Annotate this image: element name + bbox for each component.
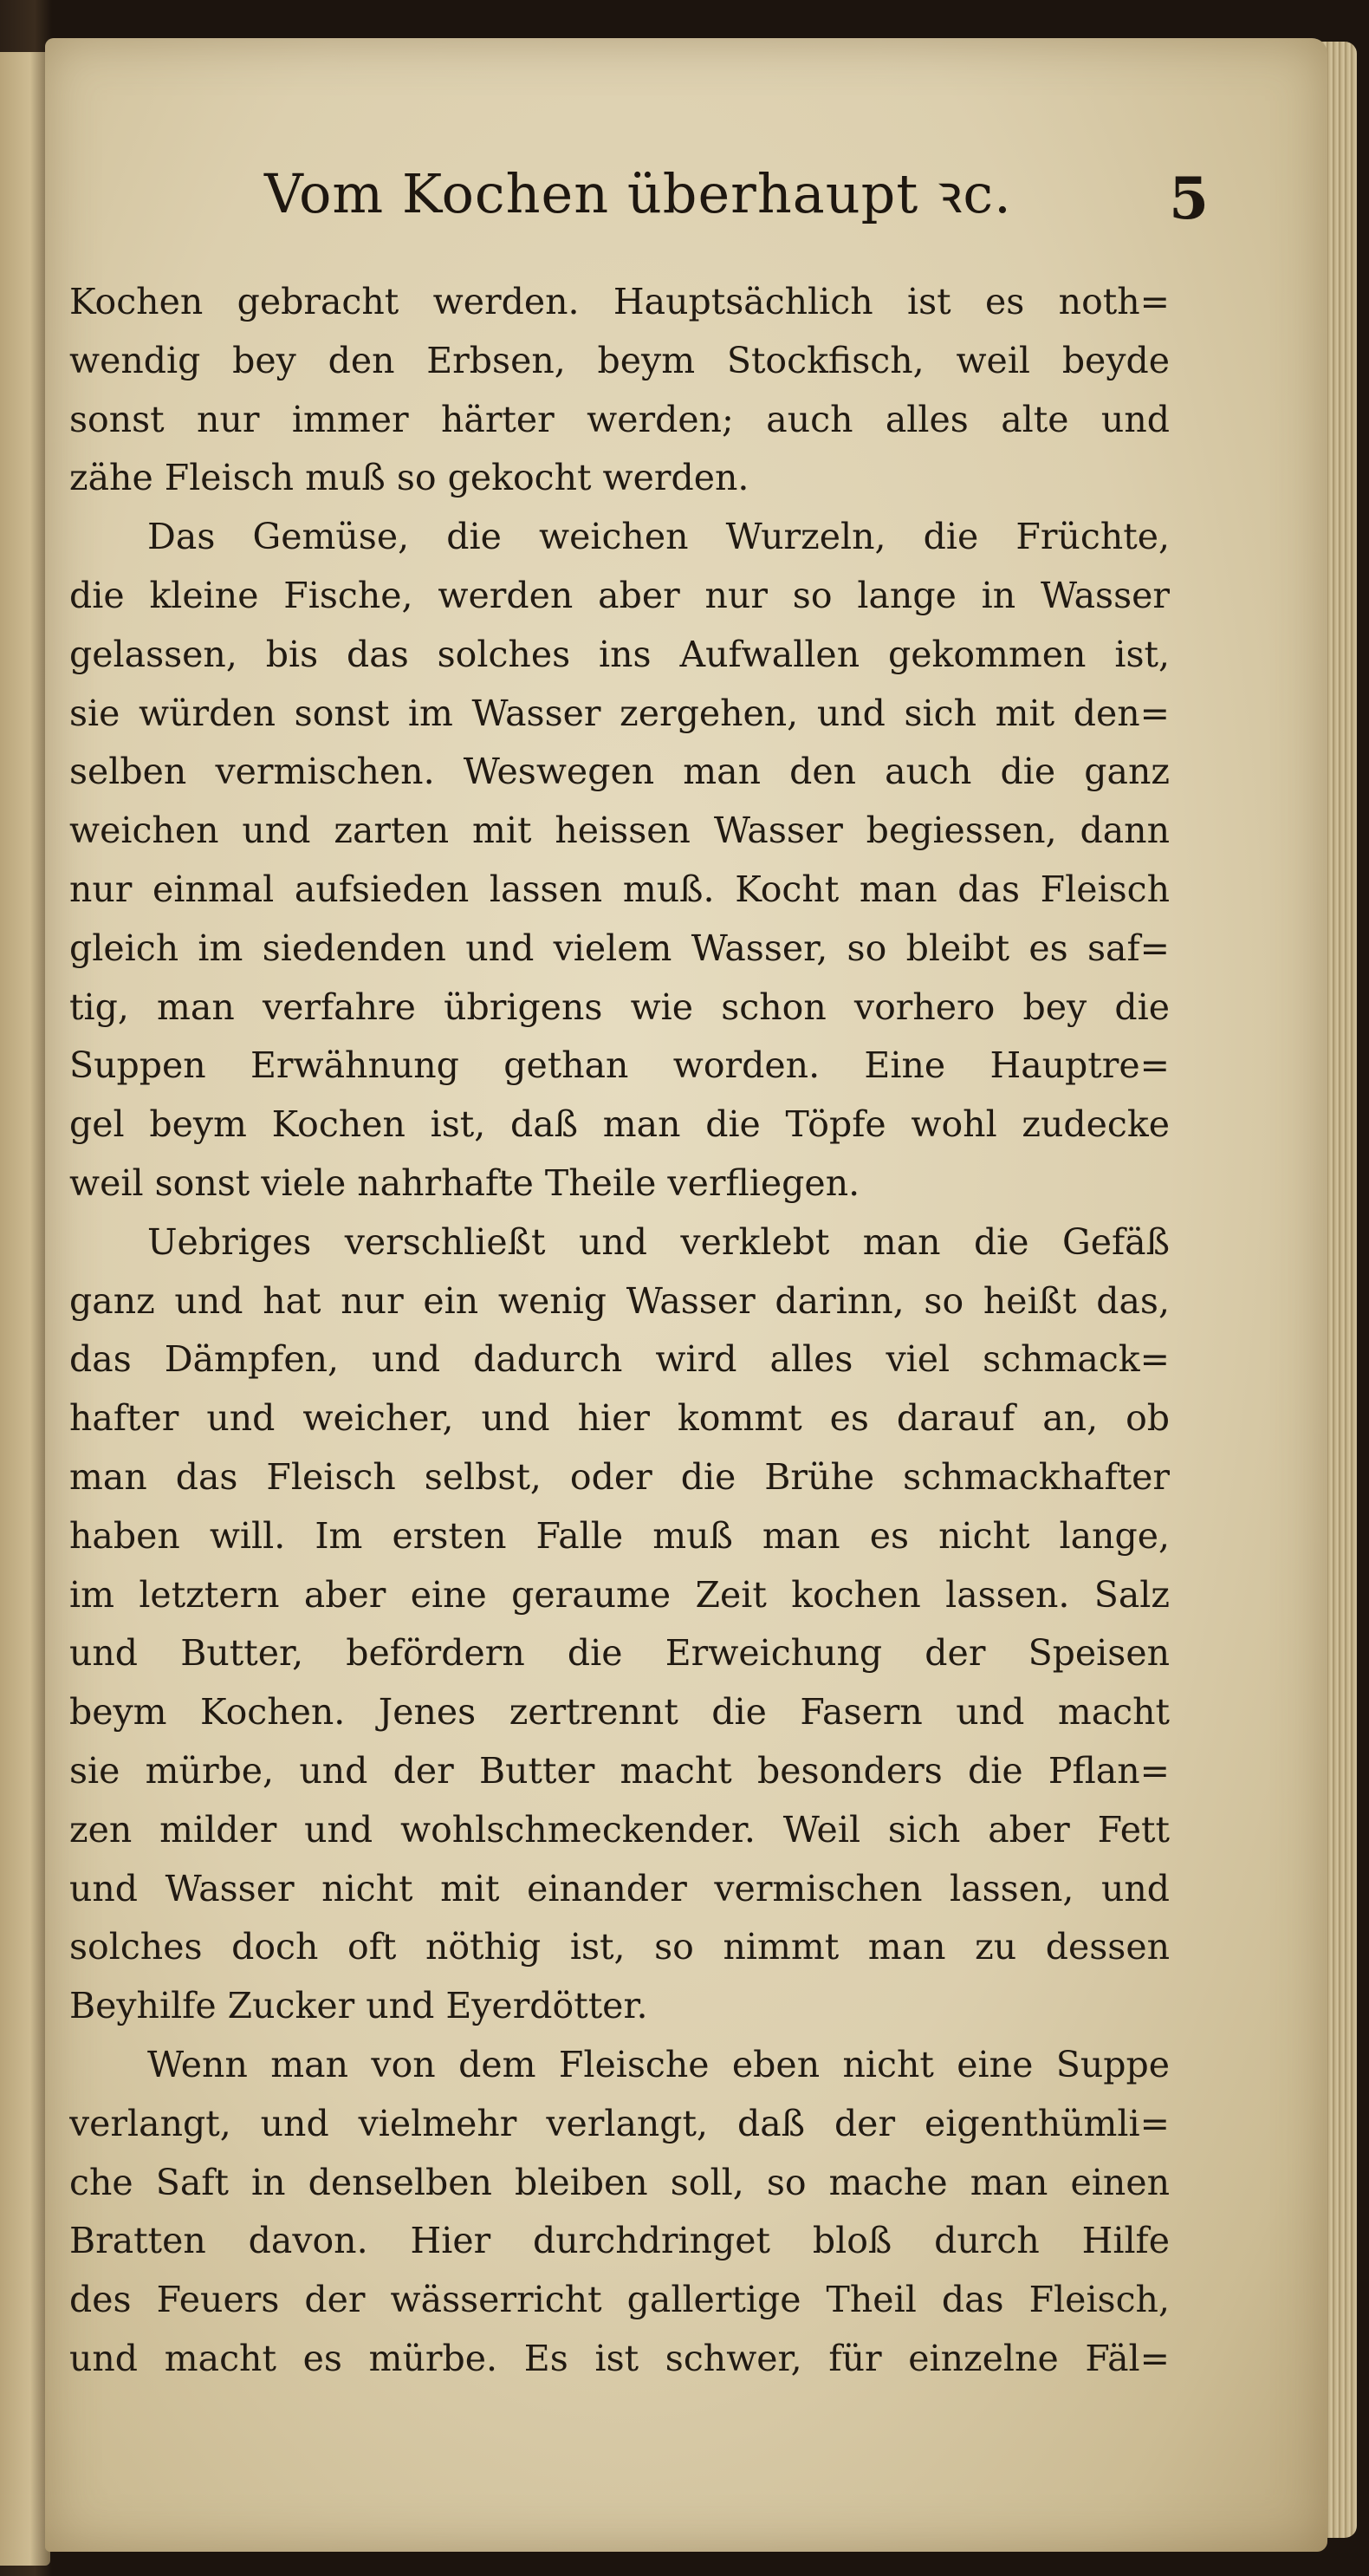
- paragraph-first-line: Uebriges verschließt und verklebt man die Gefäß: [147, 1220, 1170, 1263]
- text-line: zähe Fleisch muß so gekocht werden.: [69, 457, 749, 499]
- text-line: hafter und weicher, und hier kommt es darauf an, ob: [69, 1397, 1170, 1440]
- text-line: Beyhilfe Zucker und Eyerdötter.: [69, 1985, 648, 2027]
- text-line: zen milder und wohlschmeckender. Weil sich aber Fett: [69, 1808, 1170, 1851]
- text-line: sie mürbe, und der Butter macht besonders die Pflan=: [69, 1749, 1170, 1792]
- text-line: selben vermischen. Weswegen man den auch die ganz: [69, 751, 1170, 793]
- text-line: gelassen, bis das solches ins Aufwallen gekommen ist,: [69, 633, 1170, 675]
- text-line: man das Fleisch selbst, oder die Brühe schmackhafter: [69, 1455, 1170, 1498]
- text-line: und Wasser nicht mit einander vermischen lassen, und: [69, 1867, 1170, 1909]
- text-line: des Feuers der wässerricht gallertige Theil das Fleisch,: [69, 2279, 1170, 2321]
- text-line: beym Kochen. Jenes zertrennt die Fasern und macht: [69, 1691, 1170, 1734]
- text-line: sie würden sonst im Wasser zergehen, und sich mit den=: [69, 692, 1170, 734]
- text-line: weil sonst viele nahrhafte Theile verfliegen.: [69, 1161, 860, 1204]
- text-line: Kochen gebracht werden. Hauptsächlich ist es noth=: [69, 281, 1170, 322]
- running-title: Vom Kochen überhaupt ꝛc.: [264, 162, 1012, 225]
- text-line: weichen und zarten mit heissen Wasser begiessen, dann: [69, 810, 1170, 852]
- text-line: solches doch oft nöthig ist, so nimmt man zu dessen: [69, 1926, 1170, 1968]
- page-number: 5: [1169, 165, 1209, 232]
- text-line: das Dämpfen, und dadurch wird alles viel schmack=: [69, 1338, 1170, 1381]
- text-line: haben will. Im ersten Falle muß man es nicht lange,: [69, 1514, 1170, 1557]
- text-line: Bratten davon. Hier durchdringet bloß durch Hilfe: [69, 2220, 1170, 2262]
- text-line: Suppen Erwähnung gethan worden. Eine Hauptre=: [69, 1044, 1170, 1087]
- facing-page-edge: [0, 52, 50, 2566]
- text-line: die kleine Fische, werden aber nur so lange in Wasser: [69, 574, 1170, 616]
- text-line: und Butter, befördern die Erweichung der Speisen: [69, 1632, 1170, 1675]
- text-line: im letztern aber eine geraume Zeit kochen lassen. Salz: [69, 1573, 1170, 1616]
- text-line: sonst nur immer härter werden; auch alles alte und: [69, 398, 1170, 440]
- text-line: wendig bey den Erbsen, beym Stockfisch, weil beyde: [69, 339, 1170, 381]
- paragraph-first-line: Wenn man von dem Fleische eben nicht eine Suppe: [147, 2043, 1170, 2085]
- text-line: gleich im siedenden und vielem Wasser, so bleibt es saf=: [69, 927, 1170, 969]
- page-header: [264, 156, 1209, 243]
- text-line: und macht es mürbe. Es ist schwer, für einzelne Fäl=: [69, 2337, 1170, 2379]
- page-body-text: [69, 273, 1170, 2389]
- text-line: gel beym Kochen ist, daß man die Töpfe wohl zudecke: [69, 1103, 1170, 1146]
- text-line: tig, man verfahre übrigens wie schon vorhero bey die: [69, 986, 1170, 1028]
- text-line: verlangt, und vielmehr verlangt, daß der eigenthümli=: [69, 2102, 1170, 2144]
- text-line: ganz und hat nur ein wenig Wasser darinn, so heißt das,: [69, 1279, 1170, 1322]
- text-line: nur einmal aufsieden lassen muß. Kocht man das Fleisch: [69, 868, 1170, 910]
- paragraph-first-line: Das Gemüse, die weichen Wurzeln, die Früchte,: [147, 516, 1170, 558]
- text-line: che Saft in denselben bleiben soll, so mache man einen: [69, 2161, 1170, 2203]
